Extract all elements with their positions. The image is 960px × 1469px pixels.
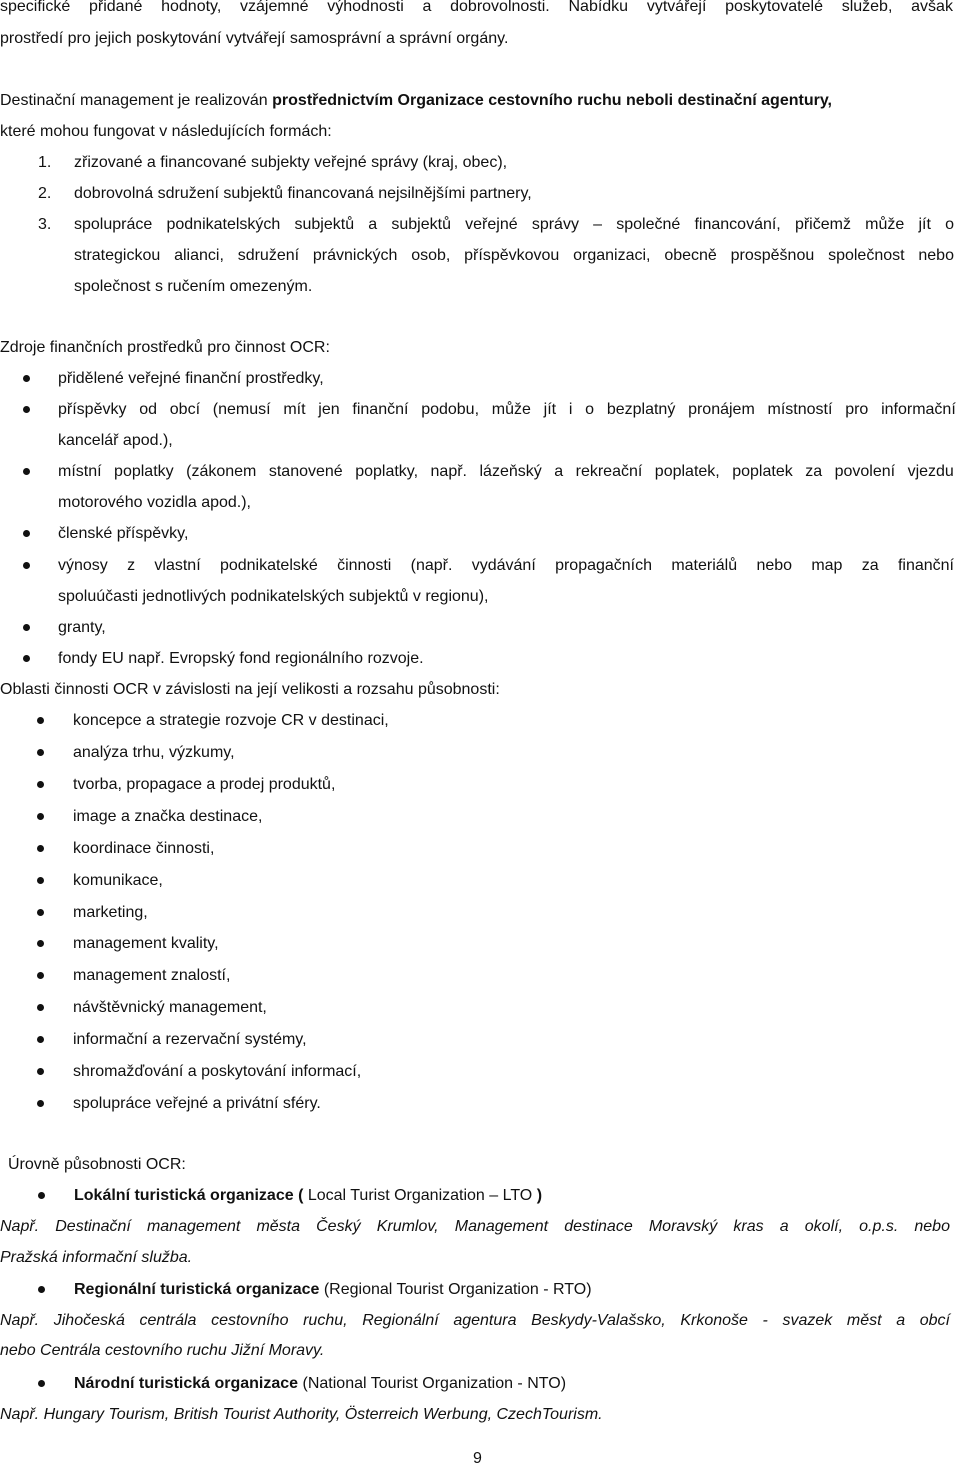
word: stanovené — [268, 463, 343, 480]
word: příspěvkovou — [464, 247, 560, 264]
word: právnických — [312, 247, 398, 264]
oblasti-item: image a značka destinace, — [73, 808, 263, 825]
word: společnost — [828, 247, 905, 264]
word: přidané — [88, 0, 143, 15]
rto-example-line-2: nebo Centrála cestovního ruchu Jižní Moravy. — [0, 1342, 325, 1359]
word: specifické — [0, 0, 71, 15]
bullet-icon — [37, 1068, 44, 1075]
word: může — [865, 216, 905, 233]
word: Krkonoše — [680, 1312, 748, 1329]
zdroje-item-2-line-1 — [58, 400, 956, 420]
word: management — [146, 1218, 241, 1235]
word: bezplatný — [606, 401, 676, 418]
word: povolení — [834, 463, 896, 480]
bullet-icon — [37, 717, 44, 724]
word: podnikatelských — [166, 216, 281, 233]
word: - — [762, 1312, 768, 1329]
word: (např. — [410, 557, 453, 574]
bullet-icon — [37, 877, 44, 884]
word: materiálů — [671, 557, 738, 574]
oblasti-heading: Oblasti činnosti OCR v závislosti na její velikosti a rozsahu působnosti: — [0, 681, 500, 698]
word: Krumlov, — [376, 1218, 439, 1235]
nto-heading — [74, 1374, 566, 1394]
zdroje-item-4: členské příspěvky, — [58, 525, 189, 542]
zdroje-item-5-line-1 — [58, 556, 954, 576]
bullet-icon — [38, 1192, 45, 1199]
intro-line-2: prostředí pro jejich poskytování vytvářejí samosprávní a správní orgány. — [0, 30, 509, 47]
lto-close: ) — [536, 1187, 543, 1204]
dm-item-2-text: dobrovolná sdružení subjektů financovaná nejsilnějšími partnery, — [74, 185, 532, 202]
bullet-icon — [37, 1100, 44, 1107]
word: a — [422, 0, 432, 15]
word: poplatky, — [355, 463, 419, 480]
word: jen — [318, 401, 340, 418]
word: Nabídku — [568, 0, 629, 15]
bullet-icon — [23, 655, 30, 662]
word: a — [554, 463, 564, 480]
word: služeb, — [841, 0, 893, 15]
word: veřejné — [465, 216, 518, 233]
dm-item-3-line-2 — [74, 246, 954, 266]
word: propagačních — [555, 557, 653, 574]
lto-example-line-1 — [0, 1217, 950, 1237]
word: avšak — [911, 0, 953, 15]
word: činnosti — [337, 557, 392, 574]
zdroje-item-3-line-1 — [58, 462, 954, 482]
word: osob, — [411, 247, 451, 264]
oblasti-item: komunikace, — [73, 872, 163, 889]
word: podnikatelské — [219, 557, 318, 574]
word: cestovního — [211, 1312, 289, 1329]
word: místní — [58, 463, 102, 480]
bullet-icon — [37, 909, 44, 916]
word: poplatky — [114, 463, 174, 480]
zdroje-item-5-line-2: spoluúčasti jednotlivých podnikatelských subjektů v regionu), — [58, 588, 489, 605]
word: poplatek, — [654, 463, 720, 480]
word: přičemž — [794, 216, 851, 233]
word: Jihočeská — [53, 1312, 125, 1329]
word: map — [811, 557, 843, 574]
word: Beskydy-Valašsko, — [531, 1312, 666, 1329]
word: ruchu, — [303, 1312, 348, 1329]
oblasti-item: shromažďování a poskytování informací, — [73, 1063, 362, 1080]
word: z — [127, 557, 136, 574]
zdroje-item-3-line-2: motorového vozidla apod.), — [58, 494, 251, 511]
bullet-icon — [23, 530, 30, 537]
word: měst — [846, 1312, 882, 1329]
word: svazek — [782, 1312, 833, 1329]
oblasti-item: analýza trhu, výzkumy, — [73, 744, 235, 761]
word: destinace — [564, 1218, 633, 1235]
oblasti-item: koordinace činnosti, — [73, 840, 215, 857]
word: – — [593, 216, 603, 233]
word: kras — [733, 1218, 764, 1235]
bullet-icon — [37, 749, 44, 756]
bullet-icon — [37, 845, 44, 852]
rto-example-line-1 — [0, 1311, 950, 1331]
word: centrála — [139, 1312, 197, 1329]
lto-example-line-2: Pražská informační služba. — [0, 1249, 193, 1266]
oblasti-item: informační a rezervační systémy, — [73, 1031, 307, 1048]
word: Management — [454, 1218, 549, 1235]
word: a — [896, 1312, 906, 1329]
word: subjektů — [391, 216, 451, 233]
dm-item-3-number: 3. — [38, 216, 52, 233]
word: nebo — [914, 1218, 950, 1235]
word: výnosy — [58, 557, 108, 574]
word: a — [779, 1218, 789, 1235]
word: nebo — [918, 247, 954, 264]
bullet-icon — [23, 468, 30, 475]
word: Moravský — [648, 1218, 718, 1235]
word: strategickou — [74, 247, 161, 264]
page-number: 9 — [473, 1450, 482, 1467]
lto-heading — [74, 1186, 542, 1206]
bullet-icon — [37, 940, 44, 947]
bullet-icon — [23, 624, 30, 631]
word: i — [568, 401, 573, 418]
word: poplatek — [732, 463, 793, 480]
rto-name: Regionální turistická organizace — [74, 1281, 320, 1298]
word: vjezdu — [907, 463, 954, 480]
word: agentura — [453, 1312, 517, 1329]
word: od — [139, 401, 158, 418]
dm-paragraph-start: Destinační management je realizován — [0, 92, 273, 109]
word: za — [805, 463, 823, 480]
oblasti-item: koncepce a strategie rozvoje CR v destinaci, — [73, 712, 389, 729]
word: pro — [845, 401, 869, 418]
oblasti-item: tvorba, propagace a prodej produktů, — [73, 776, 336, 793]
word: informační — [881, 401, 956, 418]
word: alianci, — [174, 247, 224, 264]
word: pronájem — [688, 401, 755, 418]
word: Český — [316, 1218, 361, 1235]
rto-english: (Regional Tourist Organization - RTO) — [319, 1281, 592, 1298]
zdroje-item-7: fondy EU např. Evropský fond regionálního rozvoje. — [58, 650, 424, 667]
word: místností — [767, 401, 833, 418]
rto-heading — [74, 1280, 592, 1300]
dm-paragraph-line-1 — [0, 91, 832, 111]
word: spolupráce — [74, 216, 153, 233]
oblasti-item: management kvality, — [73, 935, 219, 952]
dm-item-1-text: zřizované a financované subjekty veřejné správy (kraj, obec), — [74, 154, 508, 171]
word: rekreační — [575, 463, 643, 480]
word: sdružení — [237, 247, 300, 264]
word: vytvářejí — [646, 0, 707, 15]
dm-paragraph-bold: prostřednictvím Organizace cestovního ruchu neboli destinační agentury, — [272, 92, 832, 109]
oblasti-item: návštěvnický management, — [73, 999, 267, 1016]
dm-item-3-line-1 — [74, 215, 954, 235]
word: vlastní — [154, 557, 201, 574]
zdroje-heading: Zdroje finančních prostředků pro činnost OCR: — [0, 339, 330, 356]
word: subjektů — [294, 216, 355, 233]
word: společné — [616, 216, 681, 233]
word: (nemusí — [212, 401, 271, 418]
word: města — [256, 1218, 301, 1235]
word: Např. — [0, 1218, 40, 1235]
word: o.p.s. — [859, 1218, 899, 1235]
word: Např. — [0, 1312, 40, 1329]
word: Regionální — [362, 1312, 439, 1329]
word: (zákonem — [186, 463, 257, 480]
dm-item-1-number: 1. — [38, 154, 52, 171]
oblasti-item: management znalostí, — [73, 967, 231, 984]
word: okolí, — [804, 1218, 844, 1235]
word: a — [368, 216, 378, 233]
intro-line-1 — [0, 0, 953, 17]
word: hodnoty, — [161, 0, 222, 15]
bullet-icon — [23, 406, 30, 413]
bullet-icon — [38, 1286, 45, 1293]
nto-example-line-1: Např. Hungary Tourism, British Tourist Authority, Österreich Werbung, CzechTourism. — [0, 1406, 603, 1423]
word: financování, — [694, 216, 781, 233]
word: např. — [430, 463, 467, 480]
word: finanční — [897, 557, 954, 574]
word: vydávání — [471, 557, 536, 574]
word: obcí — [169, 401, 201, 418]
word: finanční — [352, 401, 409, 418]
bullet-icon — [23, 562, 30, 569]
word: Destinační — [55, 1218, 131, 1235]
oblasti-item: marketing, — [73, 904, 148, 921]
word: může — [491, 401, 531, 418]
word: jít — [918, 216, 931, 233]
word: jít — [543, 401, 557, 418]
nto-name: Národní turistická organizace — [74, 1375, 299, 1392]
word: o — [585, 401, 595, 418]
lto-english: Local Turist Organization – LTO — [307, 1187, 537, 1204]
word: vzájemné — [240, 0, 309, 15]
word: dobrovolnosti. — [450, 0, 550, 15]
zdroje-item-6: granty, — [58, 619, 106, 636]
word: příspěvky — [58, 401, 127, 418]
word: lázeňský — [479, 463, 542, 480]
lto-name: Lokální turistická organizace ( — [74, 1187, 308, 1204]
zdroje-item-2-line-2: kancelář apod.), — [58, 432, 173, 449]
bullet-icon — [37, 813, 44, 820]
zdroje-item-1: přidělené veřejné finanční prostředky, — [58, 370, 324, 387]
word: obcí — [919, 1312, 950, 1329]
word: výhodnosti — [327, 0, 404, 15]
dm-paragraph-line-2: které mohou fungovat v následujících formách: — [0, 123, 332, 140]
word: obecně — [664, 247, 717, 264]
word: správy — [531, 216, 579, 233]
word: podobu, — [421, 401, 480, 418]
bullet-icon — [23, 375, 30, 382]
nto-english: (National Tourist Organization - NTO) — [298, 1375, 567, 1392]
word: mít — [283, 401, 306, 418]
word: prospěšnou — [730, 247, 815, 264]
bullet-icon — [37, 972, 44, 979]
word: nebo — [756, 557, 793, 574]
word: organizaci, — [573, 247, 651, 264]
word: poskytovatelé — [725, 0, 823, 15]
bullet-icon — [37, 1004, 44, 1011]
word: za — [861, 557, 879, 574]
bullet-icon — [37, 781, 44, 788]
bullet-icon — [37, 1036, 44, 1043]
urovne-heading: Úrovně působnosti OCR: — [8, 1156, 186, 1173]
dm-item-3-line-3: společnost s ručením omezeným. — [74, 278, 313, 295]
bullet-icon — [38, 1380, 45, 1387]
oblasti-item: spolupráce veřejné a privátní sféry. — [73, 1095, 321, 1112]
dm-item-2-number: 2. — [38, 185, 52, 202]
word: o — [945, 216, 954, 233]
